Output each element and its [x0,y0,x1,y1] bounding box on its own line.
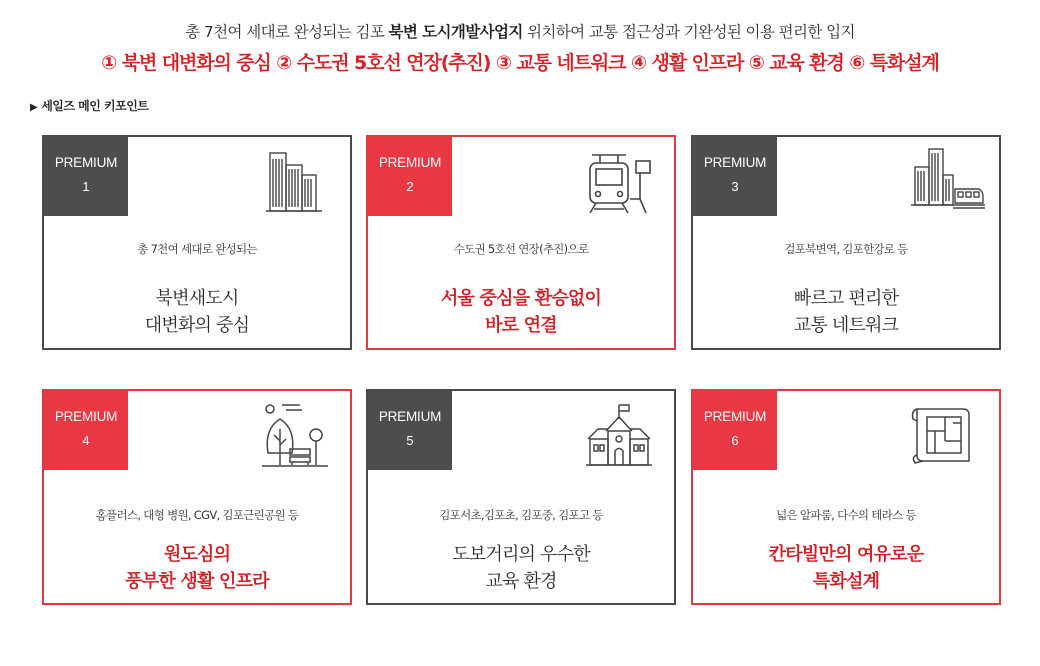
school-icon [584,401,654,467]
premium-card-6 [691,389,1001,605]
badge-number: 4 [82,433,90,448]
section-label-text: 세일즈 메인 키포인트 [41,99,149,113]
floorplan-icon [909,401,975,467]
card-description: 수도권 5호선 연장(추진)으로 [453,242,589,256]
card-title-line1: 도보거리의 우수한 [452,544,590,565]
card-title-line2: 대변화의 중심 [144,315,250,336]
badge-number: 1 [82,179,90,194]
card-title-line2: 교통 네트워크 [793,315,899,336]
premium-card-1 [42,135,352,350]
premium-badge [368,137,452,216]
badge-number: 5 [406,433,414,448]
card-title-line1: 원도심의 [163,544,231,565]
card-title-line1: 칸타빌만의 여유로운 [768,544,924,565]
badge-title: PREMIUM [703,409,767,424]
triangle-bullet-icon: ▶ [30,102,38,113]
badge-number: 6 [731,433,739,448]
card-title-line2: 특화설계 [812,571,880,592]
premium-card-4 [42,389,352,605]
card-title-line1: 북변새도시 [155,288,239,309]
premium-badge [693,137,777,216]
keypoint-summary: ① 북변 대변화의 중심 ② 수도권 5호선 연장(추진) ③ 교통 네트워크 ④ 생활 인프라 ⑤ 교육 환경 ⑥ 특화설계 [101,52,939,74]
badge-number: 2 [406,179,414,194]
premium-badge [368,391,452,470]
park-icon [260,399,330,469]
premium-card-3 [691,135,1001,350]
premium-card-2 [366,135,676,350]
card-description: 홈플러스, 대형 병원, CGV, 김포근린공원 등 [95,508,299,522]
headline-prefix: 총 7천여 세대로 완성되는 김포 [185,23,389,41]
buildings-icon [264,147,324,215]
premium-badge [44,137,128,216]
card-title-line2: 바로 연결 [485,315,557,336]
headline-highlight: 북변 도시개발사업지 [388,23,523,41]
card-description: 걸포북변역, 김포한강로 등 [784,242,908,256]
card-title-line2: 풍부한 생활 인프라 [125,571,269,592]
headline-suffix: 위치하여 교통 접근성과 기완성된 이용 편리한 입지 [522,23,855,41]
city-train-icon [909,145,985,211]
badge-title: PREMIUM [703,155,767,170]
section-label [30,97,148,114]
badge-title: PREMIUM [54,409,118,424]
card-title-line1: 서울 중심을 환승없이 [440,288,602,309]
card-description: 총 7천여 세대로 완성되는 [137,242,257,256]
card-description: 넓은 알파룸, 다수의 테라스 등 [776,508,916,522]
subway-train-icon [586,151,656,215]
badge-title: PREMIUM [378,409,442,424]
card-title-line1: 빠르고 편리한 [793,288,899,309]
card-title-line2: 교육 환경 [485,571,557,592]
headline [0,20,1040,42]
card-description: 김포서초,김포초, 김포중, 김포고 등 [439,508,603,522]
premium-badge [44,391,128,470]
badge-title: PREMIUM [378,155,442,170]
premium-badge [693,391,777,470]
badge-number: 3 [731,179,739,194]
premium-card-5 [366,389,676,605]
badge-title: PREMIUM [54,155,118,170]
